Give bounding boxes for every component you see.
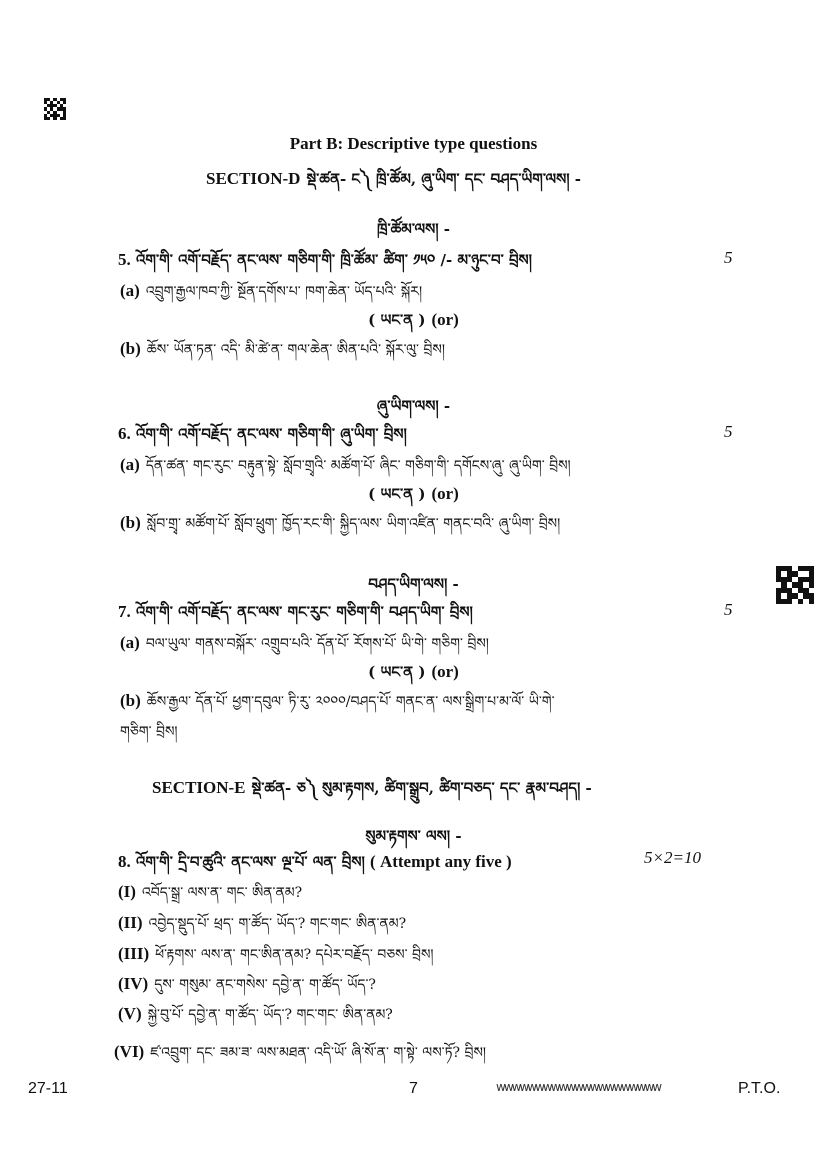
- q6-option-b-text: སློབ་གྲྭ་ མཚོག་པོ་ སློབ་ཕྲུག་ ཁྱོད་རང་གི་ སྐྱིད་ལས་ ཡིག་འཛིན་ གནང་བའི་ ཞུ་ཡིག་ བྲིས།: [146, 516, 561, 532]
- qr-code-top-left-icon: [44, 98, 66, 120]
- section-e-heading: [152, 772, 592, 814]
- footer-wavy-line: wwwwwwwwwwwwwwwwwwwww: [496, 1080, 661, 1094]
- q8-item-text: སྐྱེ་བུ་པོ་ དབྱེ་ན་ ག་ཚོད་ ཡོད་? གང་གང་ ཨིན་ནམ?: [147, 1007, 393, 1023]
- q5-marks: 5: [724, 248, 733, 267]
- q5-text: འོག་གི་ འགོ་བརྗོད་ ནང་ལས་ གཅིག་གི་ ཁྲི་ཚོམ་ ཚིག་ ༡༥༠ /- མ་ཉུང་བ་ བྲིས།: [135, 251, 533, 269]
- q6-marks: 5: [724, 422, 733, 441]
- q8-number: 8.: [118, 852, 131, 871]
- footer-pto: P.T.O.: [738, 1080, 781, 1097]
- q5-number: 5.: [118, 250, 131, 269]
- q7-option-b-line2: གཅིག་ བྲིས།: [120, 724, 178, 740]
- q5-option-b: [120, 333, 445, 373]
- q6-or-english: (or): [431, 484, 459, 503]
- q5-option-b-text: ཆོས་ ཡོན་ཏན་ འདི་ མི་ཚེ་ན་ གལ་ཆེན་ ཨིན་པའི་ སྐོར་ལུ་ བྲིས།: [146, 342, 445, 358]
- q7-number: 7.: [118, 602, 131, 621]
- q8-item: [114, 1036, 486, 1076]
- q8-marks: 5×2=10: [644, 848, 701, 867]
- section-d-tibetan-title: སྡེ་ཚན- ང༽ ཁྲི་ཚོམ, ཞུ་ཡིག་ དང་ བཤད་ཡིག་ལས། -: [306, 170, 582, 188]
- q7-option-b: [120, 685, 555, 725]
- q5-sub-heading: ཁྲི་ཚོམ་ལས། -: [376, 220, 451, 238]
- q8-attempt-note: ( Attempt any five ): [370, 852, 512, 871]
- footer-page-number: 7: [409, 1080, 418, 1097]
- section-e-tibetan-title: སྡེ་ཚན- ཅ༽ སུམ་རྟགས, ཚིག་སྒྲུབ, ཚིག་བཅད་ དང་ རྣམ་བཤད། -: [251, 779, 592, 797]
- q8-item-text: ཛ་འབྲུག་ དང་ ཟམ་ཟ་ ལས་མཐན་ འདི་ཡོ་ ཞི་སོ་ན་ ག་སྟེ་ ལས་ཏོ? བྲིས།: [150, 1045, 487, 1061]
- q5-option-a-label: (a): [120, 281, 140, 300]
- q7-option-a-label: (a): [120, 633, 140, 652]
- part-title: Part B: Descriptive type questions: [289, 134, 538, 153]
- q7-option-b-text-line1: ཆོས་རྒྱལ་ དོན་པོ་ ཕྱག་དབུལ་ ཏི་རུ་ ༢༠༠༠/བཤད་པོ་ གནང་ན་ ལས་སྒྲིག་པ་མ་ལོ་ ཡི་གེ་: [146, 694, 555, 710]
- q8-item-label: (III): [118, 944, 150, 963]
- q8-item-text: དུས་ གསུམ་ ནང་གསེས་ དབྱེ་ན་ ག་ཚོད་ ཡོད་?: [154, 977, 376, 993]
- q6-sub-heading: ཞུ་ཡིག་ལས། -: [376, 397, 451, 415]
- q8-item-label: (I): [118, 882, 136, 901]
- q8-sub-heading: སུམ་རྟགས་ ལས། -: [365, 827, 462, 845]
- q7-or-english: (or): [431, 662, 459, 681]
- q8-item-label: (II): [118, 913, 143, 932]
- section-e-label: SECTION-E: [152, 778, 246, 797]
- q8-item-label: (V): [118, 1004, 142, 1023]
- q8-item-label: (IV): [118, 974, 149, 993]
- q8-text: འོག་གི་ དྲི་བ་ཚུའི་ ནང་ལས་ ལྔ་པོ་ ལན་ བྲིས།: [135, 853, 365, 871]
- q5-option-a-text: འབྲུག་རྒྱལ་ཁབ་ཀྱི་ སྔོན་དགོས་པ་ ཁག་ཆེན་ ཡོད་པའི་ སྐོར།: [145, 284, 423, 300]
- q8-item: [118, 998, 393, 1038]
- q6-option-a-label: (a): [120, 455, 140, 474]
- q7-or-tibetan: ( ཡང་ན ): [368, 663, 426, 681]
- q7-option-a-text: བལ་ཡུལ་ གནས་བསྐོར་ འགྲུབ་པའི་ དོན་པོ་ རོགས་པོ་ ཡི་གེ་ གཅིག་ བྲིས།: [145, 636, 489, 652]
- q7-option-b-label: (b): [120, 691, 141, 710]
- q6-number: 6.: [118, 424, 131, 443]
- q6-option-b: [120, 507, 560, 547]
- q7-text: འོག་གི་ འགོ་བརྗོད་ ནང་ལས་ གང་རུང་ གཅིག་གི་ བཤད་ཡིག་ བྲིས།: [135, 603, 473, 621]
- q7-sub-heading: བཤད་ཡིག་ལས། -: [368, 575, 459, 593]
- q8-item-text: འབྱེད་སྡུད་པོ་ ཕྲད་ ག་ཚོད་ ཡོད་? གང་གང་ ཨིན་ནམ?: [148, 916, 407, 932]
- q8-item-label: (VI): [114, 1042, 145, 1061]
- section-d-heading: [206, 163, 581, 205]
- q6-option-b-label: (b): [120, 513, 141, 532]
- footer-paper-code: 27-11: [28, 1080, 68, 1097]
- q8-item-text: འབོད་སྒྲ་ ལས་ན་ གང་ ཨིན་ནམ?: [141, 885, 303, 901]
- section-d-label: SECTION-D: [206, 169, 301, 188]
- q6-option-a-text: དོན་ཚན་ གང་རུང་ བརྟུན་སྟེ་ སློབ་གྲྭའི་ མཚོག་པོ་ ཞིང་ གཅིག་གི་ དགོངས་ཞུ་ ཞུ་ཡིག་ བྲིས།: [145, 458, 571, 474]
- q5-option-b-label: (b): [120, 339, 141, 358]
- q6-text: འོག་གི་ འགོ་བརྗོད་ ནང་ལས་ གཅིག་གི་ ཞུ་ཡིག་ བྲིས།: [135, 425, 407, 443]
- q5-or-english: (or): [431, 310, 459, 329]
- q7-marks: 5: [724, 600, 733, 619]
- q6-or-tibetan: ( ཡང་ན ): [368, 485, 426, 503]
- q8-item-text: ཕོ་རྟགས་ ལས་ན་ གང་ཨིན་ནམ? དཔེར་བརྗོད་ བཅས་ བྲིས།: [155, 947, 434, 963]
- q5-or-tibetan: ( ཡང་ན ): [368, 311, 426, 329]
